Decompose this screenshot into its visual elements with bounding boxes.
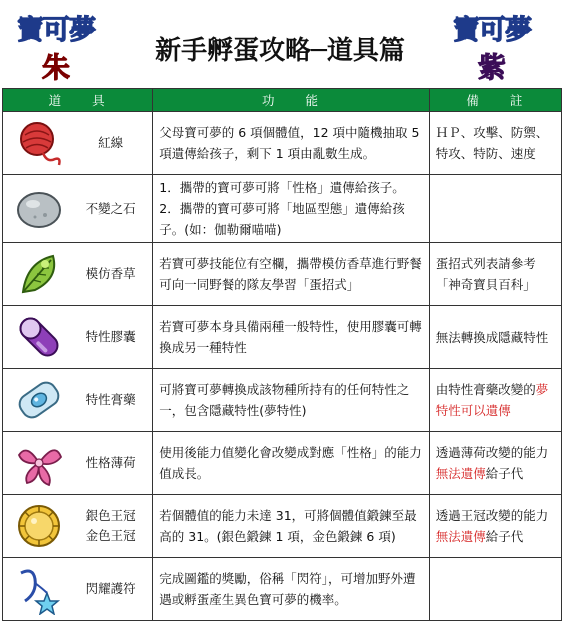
- column-header-function: 功 能: [153, 89, 429, 112]
- note-cell: [429, 495, 561, 558]
- function-line: 1．攜帶的寶可夢可將「性格」遺傳給孩子。: [159, 180, 405, 195]
- table-row: [3, 558, 562, 621]
- note-text: 透過王冠改變的能力: [435, 508, 549, 523]
- function-cell: 父母寶可夢的 6 項個體值，12 項中隨機抽取 5 項遺傳給孩子，剩下 1 項由亂數生成。: [153, 112, 429, 175]
- note-highlight: 無法遺傳: [435, 529, 486, 544]
- note-text: 透過薄荷改變的能力: [435, 445, 549, 460]
- note-highlight: 夢特性可以遺傳: [435, 382, 549, 418]
- item-name: 模仿香草: [85, 266, 136, 281]
- red-string-icon: [13, 117, 65, 169]
- ability-capsule-icon: [13, 311, 65, 363]
- note-cell: [429, 558, 561, 621]
- item-name: 特性膠囊: [85, 329, 136, 344]
- item-name: 閃耀護符: [85, 581, 136, 596]
- logo-left-line1: 寶可夢: [17, 15, 95, 46]
- note-cell: 蛋招式列表請參考「神奇寶貝百科」: [429, 243, 561, 306]
- item-name: [75, 506, 146, 546]
- column-header-item: 道 具: [3, 89, 153, 112]
- shiny-charm-icon: [13, 563, 65, 615]
- logo-right-line1: 寶可夢: [453, 15, 531, 46]
- item-name: 不變之石: [85, 200, 136, 216]
- table-row: [3, 306, 562, 369]
- table-header-row: [3, 89, 562, 112]
- bottle-cap-icon: [13, 500, 65, 552]
- item-cell: [3, 369, 153, 432]
- table-row: [3, 432, 562, 495]
- page-header: [0, 0, 565, 88]
- pokemon-violet-logo: [446, 8, 538, 84]
- mint-icon: [13, 437, 65, 489]
- page-title: 新手孵蛋攻略─道具篇: [155, 36, 405, 66]
- function-cell: [153, 175, 429, 243]
- ability-patch-icon: [13, 374, 65, 426]
- logo-right-line2: 紫: [477, 51, 506, 84]
- function-cell: 可將寶可夢轉換成該物種所持有的任何特性之一，包含隱藏特性(夢特性): [153, 369, 429, 432]
- table-row: [3, 495, 562, 558]
- note-text: 給子代: [485, 529, 524, 544]
- function-cell: 若寶可夢技能位有空欄，攜帶模仿香草進行野餐可向一同野餐的隊友學習「蛋招式」: [153, 243, 429, 306]
- note-cell: 無法轉換成隱藏特性: [429, 306, 561, 369]
- item-cell: [3, 243, 153, 306]
- table-row: [3, 369, 562, 432]
- item-name-line: 金色王冠: [85, 528, 136, 543]
- item-cell: [3, 432, 153, 495]
- note-text: 由特性膏藥改變的: [435, 382, 536, 397]
- function-cell: 使用後能力值變化會改變成對應「性格」的能力值成長。: [153, 432, 429, 495]
- item-cell: [3, 558, 153, 621]
- item-cell: [3, 306, 153, 369]
- function-cell: 若寶可夢本身具備兩種一般特性，使用膠囊可轉換成另一種特性: [153, 306, 429, 369]
- item-name-line: 銀色王冠: [85, 508, 136, 523]
- item-name: 性格薄荷: [85, 455, 136, 470]
- note-cell: [429, 175, 561, 243]
- function-cell: 完成圖鑑的獎勵，俗稱「閃符」，可增加野外遭遇或孵蛋產生異色寶可夢的機率。: [153, 558, 429, 621]
- item-name: 紅線: [98, 135, 124, 150]
- items-table: [2, 88, 562, 621]
- note-highlight: 無法遺傳: [435, 466, 486, 481]
- item-name: 特性膏藥: [85, 392, 136, 407]
- item-cell: [3, 175, 153, 243]
- pokemon-scarlet-logo: [10, 8, 102, 84]
- note-cell: [429, 369, 561, 432]
- logo-left-line2: 朱: [41, 51, 70, 84]
- table-row: [3, 175, 562, 243]
- column-header-note: 備 註: [429, 89, 561, 112]
- everstone-icon: [13, 183, 65, 235]
- table-row: [3, 112, 562, 175]
- function-line: 2．攜帶的寶可夢可將「地區型態」遺傳給孩子。(如：伽勒爾喵喵): [159, 201, 405, 237]
- note-cell: ＨＰ、攻擊、防禦、特攻、特防、速度: [429, 112, 561, 175]
- note-text: 給子代: [485, 466, 524, 481]
- table-row: [3, 243, 562, 306]
- note-cell: [429, 432, 561, 495]
- mirror-herb-icon: [13, 248, 65, 300]
- item-cell: [3, 112, 153, 175]
- function-cell: 若個體值的能力未達 31，可將個體值鍛鍊至最高的 31。(銀色鍛鍊 1 項，金色鍛鍊 6 項): [153, 495, 429, 558]
- item-cell: [3, 495, 153, 558]
